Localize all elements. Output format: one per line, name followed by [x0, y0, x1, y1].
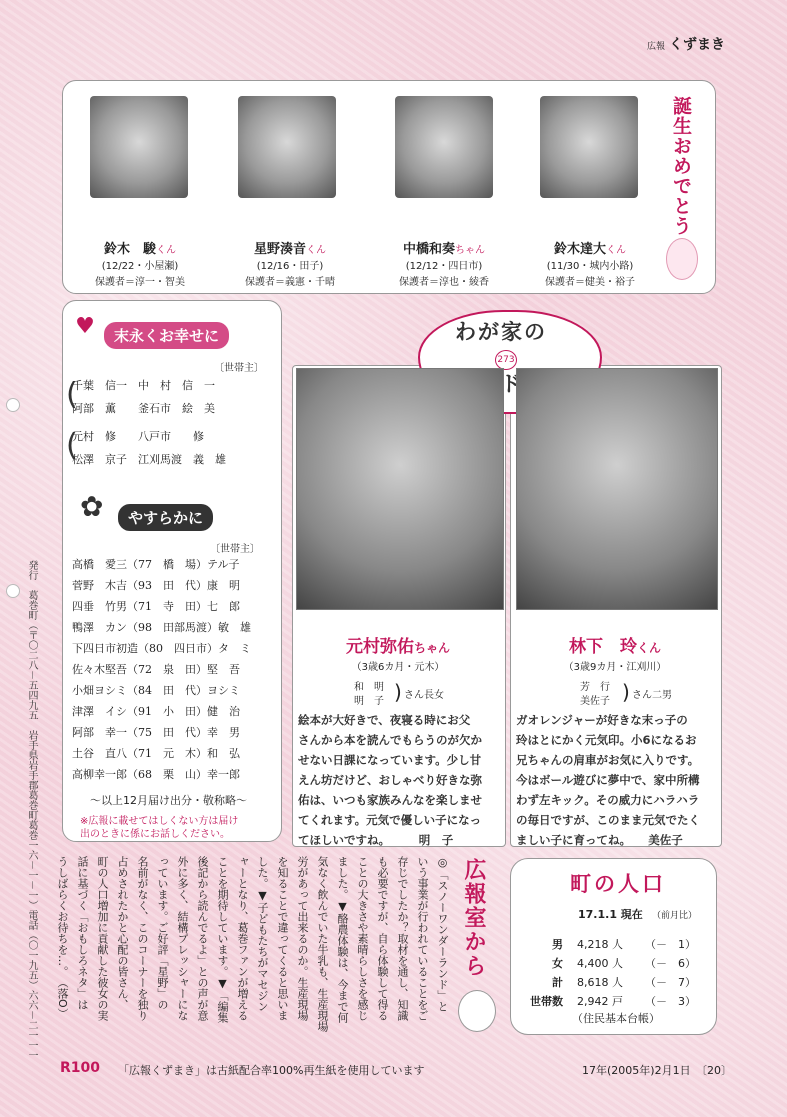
kid-photo — [296, 368, 504, 610]
kid-photo — [516, 368, 718, 610]
koho-title: 広報室から — [461, 858, 486, 978]
condolence-row: 高柳幸一郎（68 栗 山）幸一郎 — [72, 768, 240, 781]
recycle-logo: R100 — [60, 1060, 101, 1076]
population-table — [515, 936, 715, 1006]
condolence-title: やすらかに — [118, 504, 213, 531]
baby-name: 星野湊音くん — [253, 242, 326, 257]
condolence-row: 四垂 竹男（71 寺 田）七 郎 — [72, 600, 240, 613]
kid-father: 和 明 — [354, 682, 384, 693]
baby-parents: 保護者＝義憲・千晴 — [245, 277, 335, 288]
baby-photo — [395, 96, 493, 198]
baby-info: (12/16・田子) — [256, 261, 324, 272]
baby-parents: 保護者＝淳一・智美 — [95, 277, 185, 288]
couple-icon: ♥ — [75, 314, 95, 339]
baby-photo — [90, 96, 188, 198]
kid-mother: 美佐子 — [580, 696, 610, 707]
pop-diff: （－ 6） — [645, 957, 696, 970]
baby-info: (12/22・小屋瀬) — [101, 261, 179, 272]
bracket-icon: ( — [66, 428, 78, 463]
kid-mother: 明 子 — [354, 696, 384, 707]
population-date: 17.1.1 現在 — [578, 908, 643, 921]
binder-hole — [6, 584, 20, 598]
footer-text: 「広報くずまき」は古紙配合率100%再生紙を使用しています — [118, 1064, 425, 1077]
condolence-note: ～以上12月届け出分・敬称略～ — [90, 794, 247, 807]
idol-title1: わが家の — [455, 320, 547, 344]
baby-name: 鈴木達大くん — [553, 242, 626, 257]
snowman-icon — [458, 990, 496, 1032]
koho-text: ◎「スノーワンダーランド」と いう事業が行われていることをご 存じでしたか？取材を通し、知識 も必要ですが、自ら体験して得る ことの大きさや素晴らしさを感じ ました。▼酪農体験は、今まで何 気なく飲んでいた牛乳も、生産現場 労があって出来るのか。生産現場 を知ることで違ってくると思いま した。▼子どもたちがマセジン ャーとなり、葛巻ファンが増える ことを期待しています。▼「編集 後記から読んでるよ」との声が意 外に多く、結構プレッシャーにな っています。ご好評「星野」の 名前がなく、このコーナーを独り 占めされたかと心配の皆さん、 町の人口増加に貢献した彼女の実 話に基づく「おもしろネタ」は うしばらくお待ちを…。 （落O） — [56, 856, 449, 1032]
pop-label: 女 — [552, 957, 563, 970]
marriage-row: 元村 修 八戸市 修 — [72, 430, 204, 443]
kid-name: 元村弥佑ちゃん — [345, 637, 450, 657]
kid-relation: さん長女 — [404, 690, 444, 701]
header-title: くずまき — [669, 37, 725, 53]
condolence-row: 下四日市初造（80 四日市）タ ミ — [72, 642, 251, 655]
condolence-row: 小畑ヨシミ（84 田 代）ヨシミ — [72, 684, 240, 697]
condolence-row: 鴨澤 カン（98 田部馬渡）敏 雄 — [72, 621, 251, 634]
condolence-row: 佐々木堅吾（72 泉 田）堅 吾 — [72, 663, 240, 676]
kid-father: 芳 行 — [580, 682, 610, 693]
population-compare: （前月比） — [652, 911, 698, 921]
baby-info: (11/30・城内小路) — [546, 261, 634, 272]
baby-name: 鈴木 駿くん — [103, 242, 176, 257]
pop-label: 世帯数 — [530, 995, 563, 1008]
marriage-row: 阿部 薫 釜石市 絵 美 — [72, 402, 215, 415]
pop-diff: （－ 1） — [645, 938, 696, 951]
warning-line: ※広報に載せてはしくない方は届け — [80, 816, 239, 827]
bracket-icon: ( — [66, 377, 78, 412]
pop-label: 男 — [552, 938, 563, 951]
marriage-title: 末永くお幸せに — [104, 322, 229, 349]
condolence-row: 高橋 愛三（77 橋 場）テル子 — [72, 558, 240, 571]
kid-info: （3歳9カ月・江刈川） — [563, 662, 667, 673]
marriage-row: 千葉 信一 中 村 信 一 — [72, 379, 215, 392]
idol-number: 273 — [495, 350, 517, 370]
pop-value: 2,942 戸 — [577, 995, 623, 1008]
footer-date: 17年(2005年)2月1日 — [582, 1064, 691, 1077]
binder-hole — [6, 398, 20, 412]
population-source: （住民基本台帳） — [572, 1012, 660, 1025]
kid-name: 林下 玲くん — [568, 637, 661, 657]
condolence-head: 〔世帯主〕 — [210, 544, 260, 555]
pop-value: 4,400 人 — [577, 957, 623, 970]
population-title: 町の人口 — [570, 872, 666, 896]
baby-photo — [238, 96, 336, 198]
publisher-info: 発行 葛巻町（〒〇二八－五四九五 岩手県岩手郡葛巻町葛巻一六－一－一）電話（〇一九五）六六－二一一一 — [26, 560, 37, 1060]
birth-title: 誕生おめでとう — [670, 96, 692, 236]
brace-icon: ) — [394, 680, 402, 704]
kid-info: （3歳6カ月・元木） — [351, 662, 445, 673]
kid-story: ガオレンジャーが好きな末っ子の 玲はとにかく元気印。小6になるお 兄ちゃんの肩車がお気に入りです。 今はボール遊びに夢中で、家中所構 わず左キック。その威力にハラハラ の毎日ですが、このまま元気でたく ましい子に育ってね。 美佐子 — [516, 713, 700, 847]
baby-info: (12/12・四日市) — [405, 261, 483, 272]
condolence-row: 阿部 幸一（75 田 代）幸 男 — [72, 726, 240, 739]
pop-value: 8,618 人 — [577, 976, 623, 989]
pop-diff: （－ 3） — [645, 995, 696, 1008]
marriage-row: 松澤 京子 江刈馬渡 義 雄 — [72, 453, 226, 466]
brace-icon: ) — [622, 680, 630, 704]
baby-photo — [540, 96, 638, 198]
page-header — [647, 34, 725, 54]
flower-icon: ✿ — [80, 490, 104, 523]
condolence-row: 津澤 イシ（91 小 田）健 治 — [72, 705, 240, 718]
page-number: 〔20〕 — [696, 1064, 732, 1077]
baby-mascot-icon — [666, 238, 698, 280]
warning-line: 出のときに係にお話しください。 — [80, 829, 230, 840]
pop-value: 4,218 人 — [577, 938, 623, 951]
pop-label: 計 — [552, 976, 563, 989]
condolence-row: 菅野 木吉（93 田 代）康 明 — [72, 579, 240, 592]
kid-relation: さん二男 — [632, 690, 672, 701]
baby-parents: 保護者＝淳也・綾香 — [399, 277, 489, 288]
header-small: 広報 — [646, 42, 665, 52]
marriage-head: 〔世帯主〕 — [214, 363, 264, 374]
condolence-row: 土谷 直八（71 元 木）和 弘 — [72, 747, 240, 760]
baby-parents: 保護者＝健美・裕子 — [545, 277, 635, 288]
baby-name: 中橋和奏ちゃん — [402, 242, 485, 257]
kid-story: 絵本が大好きで、夜寝る時にお父 さんから本を読んでもらうのが欠か せない日課になっています。少し甘 えん坊だけど、おしゃべり好きな弥 佑は、いつも家族みんなを楽しませ てくれます。元気で優しい子になっ てほしいですね。 明 子 — [298, 713, 482, 847]
pop-diff: （－ 7） — [645, 976, 696, 989]
